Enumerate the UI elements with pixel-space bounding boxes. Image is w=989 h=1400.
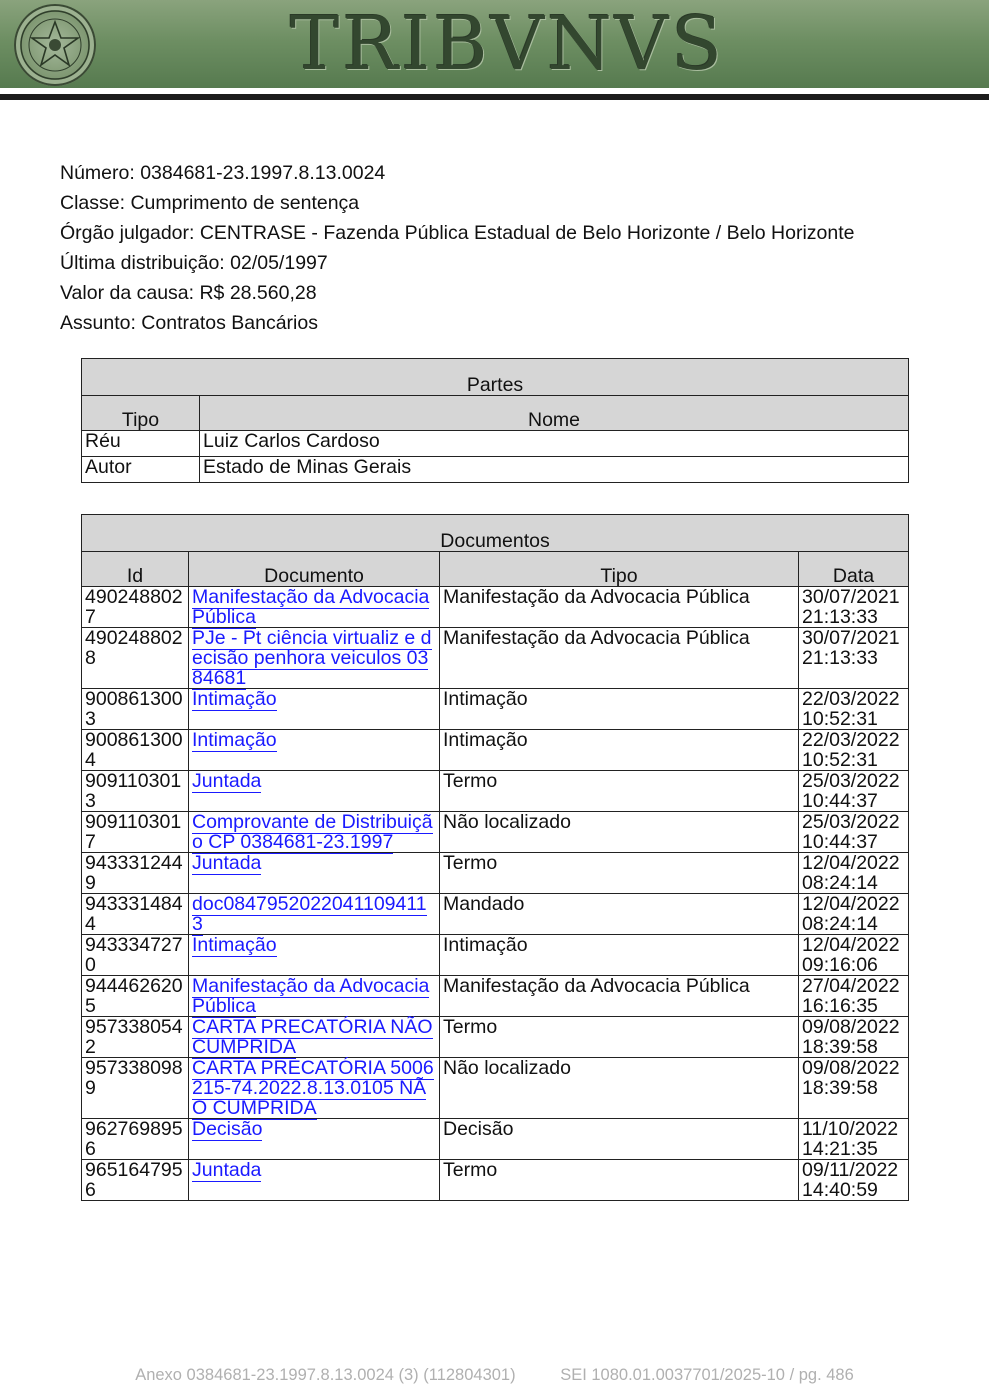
party-name: Estado de Minas Gerais <box>200 457 909 483</box>
document-id: 9573380542 <box>82 1017 189 1058</box>
document-id: 9091103013 <box>82 771 189 812</box>
document-id: 9008613003 <box>82 689 189 730</box>
document-date: 30/07/2021 21:13:33 <box>799 628 909 689</box>
document-date: 25/03/2022 10:44:37 <box>799 771 909 812</box>
document-link[interactable]: doc08479520220411094113 <box>192 893 427 935</box>
document-type: Termo <box>440 1160 799 1201</box>
document-link[interactable]: Decisão <box>192 1118 263 1140</box>
process-value: Valor da causa: R$ 28.560,28 <box>60 282 317 304</box>
document-date: 30/07/2021 21:13:33 <box>799 587 909 628</box>
parties-caption: Partes <box>82 359 909 396</box>
document-cell <box>189 1058 440 1119</box>
document-link[interactable]: Intimação <box>192 688 277 710</box>
document-link[interactable]: CARTA PRECATÓRIA 5006215-74.2022.8.13.0105 NÃO CUMPRIDA <box>192 1057 434 1119</box>
brand-title: TRIBVNVS <box>290 1 726 87</box>
document-cell <box>189 689 440 730</box>
document-type: Manifestação da Advocacia Pública <box>440 628 799 689</box>
document-id: 4902488028 <box>82 628 189 689</box>
document-link[interactable]: Intimação <box>192 729 277 751</box>
document-cell <box>189 812 440 853</box>
document-row <box>82 1119 909 1160</box>
process-metadata <box>60 158 920 338</box>
document-row <box>82 1058 909 1119</box>
document-date: 25/03/2022 10:44:37 <box>799 812 909 853</box>
document-link[interactable]: Intimação <box>192 934 277 956</box>
document-id: 9433312449 <box>82 853 189 894</box>
document-type: Intimação <box>440 730 799 771</box>
footer-sei-reference: SEI 1080.01.0037701/2025-10 / pg. 486 <box>560 1366 854 1384</box>
document-link[interactable]: Comprovante de Distribuição CP 0384681-23.1997 <box>192 811 433 853</box>
document-id: 4902488027 <box>82 587 189 628</box>
document-date: 12/04/2022 09:16:06 <box>799 935 909 976</box>
documents-header-date: Data <box>799 552 909 587</box>
document-date: 27/04/2022 16:16:35 <box>799 976 909 1017</box>
document-id: 9091103017 <box>82 812 189 853</box>
document-row <box>82 812 909 853</box>
document-cell <box>189 976 440 1017</box>
document-date: 09/08/2022 18:39:58 <box>799 1058 909 1119</box>
document-date: 09/11/2022 14:40:59 <box>799 1160 909 1201</box>
coat-of-arms-seal-icon <box>14 4 96 86</box>
document-type: Manifestação da Advocacia Pública <box>440 587 799 628</box>
documents-header-document: Documento <box>189 552 440 587</box>
document-cell <box>189 935 440 976</box>
party-type: Réu <box>82 431 200 457</box>
party-row <box>82 457 909 483</box>
document-id: 9444626205 <box>82 976 189 1017</box>
document-row <box>82 730 909 771</box>
document-date: 12/04/2022 08:24:14 <box>799 894 909 935</box>
document-type: Não localizado <box>440 812 799 853</box>
document-row <box>82 894 909 935</box>
document-row <box>82 587 909 628</box>
document-row <box>82 689 909 730</box>
document-date: 12/04/2022 08:24:14 <box>799 853 909 894</box>
documents-table <box>81 514 909 1201</box>
document-link[interactable]: Juntada <box>192 1159 262 1181</box>
document-id: 9627698956 <box>82 1119 189 1160</box>
document-row <box>82 1017 909 1058</box>
document-row <box>82 628 909 689</box>
footer-attachment: Anexo 0384681-23.1997.8.13.0024 (3) (112804301) <box>135 1366 516 1384</box>
page-footer <box>0 1366 989 1385</box>
document-cell <box>189 1017 440 1058</box>
process-distribution: Última distribuição: 02/05/1997 <box>60 252 328 274</box>
document-row <box>82 935 909 976</box>
process-court: Órgão julgador: CENTRASE - Fazenda Pública Estadual de Belo Horizonte / Belo Horizonte <box>60 222 855 244</box>
document-id: 9008613004 <box>82 730 189 771</box>
document-id: 9433314844 <box>82 894 189 935</box>
document-row <box>82 1160 909 1201</box>
document-type: Termo <box>440 771 799 812</box>
document-date: 22/03/2022 10:52:31 <box>799 689 909 730</box>
document-cell <box>189 771 440 812</box>
document-cell <box>189 1119 440 1160</box>
document-row <box>82 853 909 894</box>
document-cell <box>189 1160 440 1201</box>
document-cell <box>189 628 440 689</box>
document-type: Intimação <box>440 689 799 730</box>
parties-table <box>81 358 909 483</box>
parties-header-type: Tipo <box>82 396 200 431</box>
document-row <box>82 976 909 1017</box>
documents-header-type: Tipo <box>440 552 799 587</box>
document-link[interactable]: Juntada <box>192 770 262 792</box>
document-date: 09/08/2022 18:39:58 <box>799 1017 909 1058</box>
document-cell <box>189 853 440 894</box>
document-link[interactable]: CARTA PRECATÓRIA NÃO CUMPRIDA <box>192 1016 433 1058</box>
document-link[interactable]: Manifestação da Advocacia Pública <box>192 975 430 1017</box>
document-type: Manifestação da Advocacia Pública <box>440 976 799 1017</box>
process-number: Número: 0384681-23.1997.8.13.0024 <box>60 162 386 184</box>
documents-caption: Documentos <box>82 515 909 552</box>
header-divider <box>0 94 989 100</box>
document-type: Mandado <box>440 894 799 935</box>
parties-header-name: Nome <box>200 396 909 431</box>
party-name: Luiz Carlos Cardoso <box>200 431 909 457</box>
document-link[interactable]: Manifestação da Advocacia Pública <box>192 586 430 628</box>
document-type: Não localizado <box>440 1058 799 1119</box>
document-type: Termo <box>440 1017 799 1058</box>
document-id: 9651647956 <box>82 1160 189 1201</box>
document-cell <box>189 587 440 628</box>
document-cell <box>189 730 440 771</box>
document-date: 11/10/2022 14:21:35 <box>799 1119 909 1160</box>
document-type: Decisão <box>440 1119 799 1160</box>
document-row <box>82 771 909 812</box>
process-class: Classe: Cumprimento de sentença <box>60 192 360 214</box>
document-date: 22/03/2022 10:52:31 <box>799 730 909 771</box>
header-banner <box>0 0 989 88</box>
process-subject: Assunto: Contratos Bancários <box>60 312 318 334</box>
party-row <box>82 431 909 457</box>
document-type: Intimação <box>440 935 799 976</box>
document-type: Termo <box>440 853 799 894</box>
document-cell <box>189 894 440 935</box>
document-id: 9433347270 <box>82 935 189 976</box>
document-link[interactable]: PJe - Pt ciência virtualiz e decisão penhora veiculos 0384681 <box>192 627 432 689</box>
document-id: 9573380989 <box>82 1058 189 1119</box>
documents-header-id: Id <box>82 552 189 587</box>
document-link[interactable]: Juntada <box>192 852 262 874</box>
party-type: Autor <box>82 457 200 483</box>
